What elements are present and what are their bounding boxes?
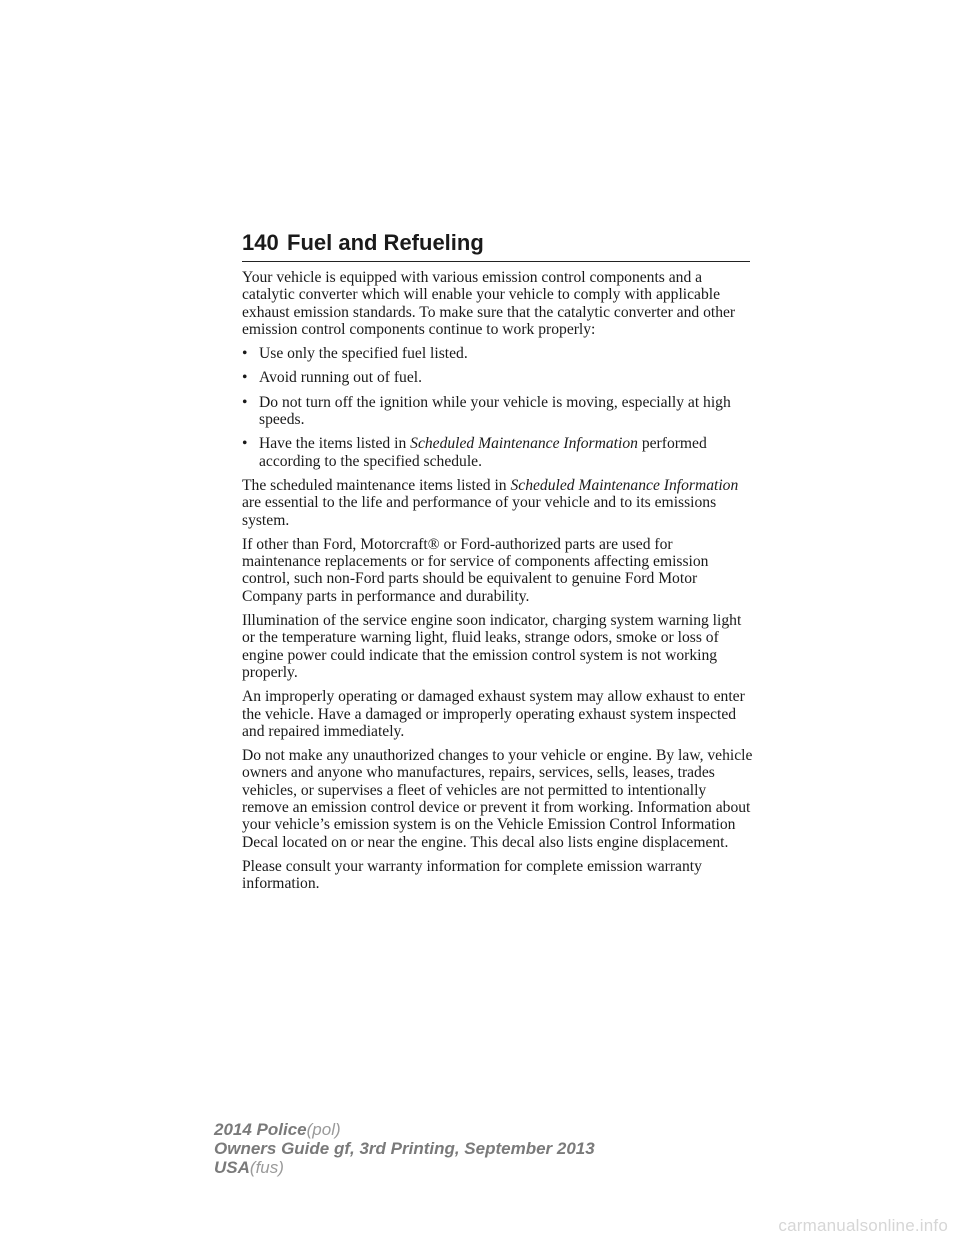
list-item: [242, 394, 754, 429]
footer-line-model: [214, 1120, 595, 1139]
parts-paragraph: If other than Ford, Motorcraft® or Ford-authorized parts are used for maintenance replacements or for service of components affecting emission control, such non-Ford parts should be equivalent to genuine Ford Motor Company parts in performance and durability.: [242, 535, 709, 605]
list-item-text-prefix: Have the items listed in: [259, 435, 411, 453]
page-footer: [214, 1120, 595, 1177]
bullet-icon: •: [242, 369, 248, 387]
guide-info: Owners Guide gf, 3rd Printing, September 2013: [214, 1139, 595, 1158]
model-code: (pol): [306, 1120, 341, 1139]
paragraph-suffix: are essential to the life and performance of your vehicle and to its emissions system.: [242, 494, 717, 529]
list-item-text: Avoid running out of fuel.: [259, 369, 422, 387]
bullet-icon: •: [242, 345, 248, 363]
footer-line-guide: [214, 1139, 595, 1158]
list-item-text-suffix: performed according to the specified schedule.: [259, 435, 707, 470]
maintenance-paragraph: [242, 477, 754, 529]
exhaust-paragraph: An improperly operating or damaged exhaust system may allow exhaust to enter the vehicle. Have a damaged or improperly operating exhaust system inspected and repaired immediately.: [242, 688, 745, 740]
list-item-text: Do not turn off the ignition while your vehicle is moving, especially at high speeds.: [259, 393, 731, 429]
warranty-paragraph: Please consult your warranty information for complete emission warranty information.: [242, 857, 702, 893]
watermark: carmanualsonline.info: [778, 1216, 948, 1235]
market-name: USA: [214, 1158, 250, 1177]
bullet-icon: •: [242, 435, 248, 453]
list-item: [242, 369, 754, 386]
chapter-title: Fuel and Refueling: [287, 230, 484, 255]
model-name: 2014 Police: [214, 1120, 307, 1139]
market-code: (fus): [249, 1158, 284, 1177]
footer-line-market: [214, 1158, 595, 1177]
page-header: [242, 229, 750, 262]
list-item-text: Use only the specified fuel listed.: [259, 345, 468, 363]
paragraph-prefix: The scheduled maintenance items listed in: [242, 476, 511, 494]
emission-care-list: [242, 345, 754, 470]
modifications-paragraph: Do not make any unauthorized changes to your vehicle or engine. By law, vehicle owners and anyone who manufactures, repairs, services, sells, leases, trades vehicles, or supervises a fleet of vehicles are not permitted to intentionally remove an emission control device or prevent it from working. Information about your vehicle’s emission system is on the Vehicle Emission Control Information Decal located on or near the engine. This decal also lists engine displacement.: [242, 747, 753, 851]
cross-reference: Scheduled Maintenance Information: [410, 435, 638, 453]
warning-paragraph: Illumination of the service engine soon indicator, charging system warning light or the temperature warning light, fluid leaks, strange odors, smoke or loss of engine power could indicate that the emission control system is not working properly.: [242, 612, 742, 681]
list-item: [242, 435, 754, 470]
page-number: 140: [242, 230, 279, 255]
bullet-icon: •: [242, 393, 248, 411]
list-item: [242, 345, 754, 362]
page-content: [242, 269, 754, 900]
cross-reference: Scheduled Maintenance Information: [510, 476, 739, 494]
intro-paragraph: Your vehicle is equipped with various emission control components and a catalytic converter which will enable your vehicle to comply with applicable exhaust emission standards. To make sure that the catalytic converter and other emission control components continue to work properly:: [242, 269, 736, 338]
